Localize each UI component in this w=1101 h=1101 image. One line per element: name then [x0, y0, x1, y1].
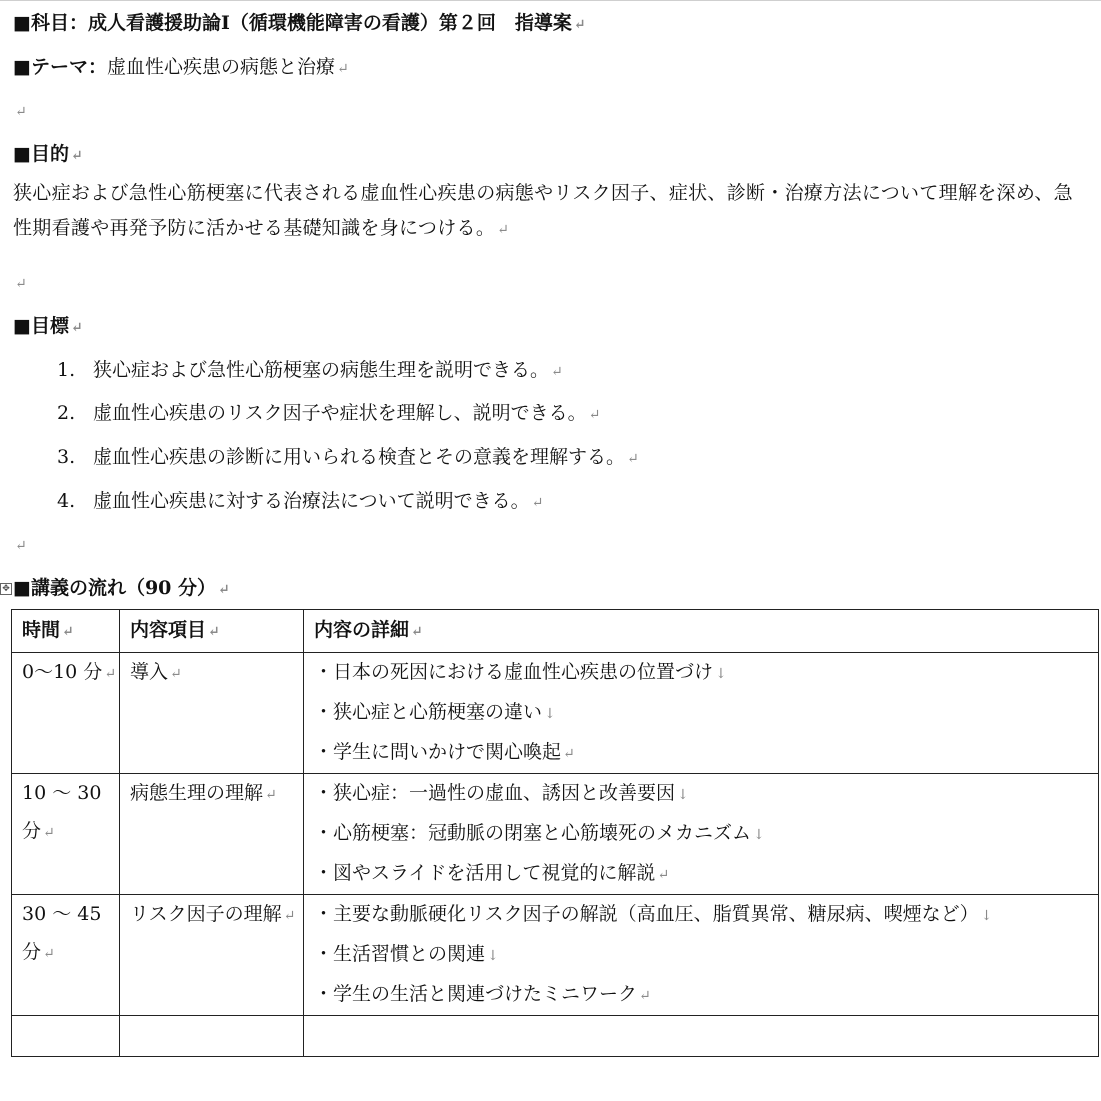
paragraph-mark: ↵ — [336, 61, 349, 77]
cell-time: 0〜10 分 ↵ — [12, 653, 120, 774]
goal-item: 4. 虚血性心疾患に対する治療法について説明できる。 ↵ — [57, 490, 544, 512]
column-header-item: 内容項目 ↵ — [120, 610, 304, 653]
table-row — [12, 653, 1099, 774]
cell-detail: ・主要な動脈硬化リスク因子の解説（高血圧、脂質異常、糖尿病、喫煙など） ↓ ・生活習慣との関連 ↓ ・学生の生活と関連づけたミニワーク ↵ — [304, 895, 1099, 1016]
theme-title-text: 虚血性心疾患の病態と治療 — [106, 56, 335, 78]
table-row — [12, 774, 1099, 895]
paragraph-mark: ↵ — [573, 17, 586, 33]
paragraph-mark: ↵ — [15, 276, 27, 292]
empty-paragraph — [13, 97, 27, 125]
cell-item: 導入 ↵ — [120, 653, 304, 774]
paragraph-mark: ↵ — [70, 148, 83, 164]
lecture-flow-heading: ■講義の流れ（90 分） ↵ — [13, 577, 230, 599]
table-move-handle-icon[interactable]: ✥ — [0, 583, 12, 595]
table-row-partial — [12, 1016, 1099, 1057]
table-row — [12, 895, 1099, 1016]
cell-item: 病態生理の理解 ↵ — [120, 774, 304, 895]
cell-detail: ・日本の死因における虚血性心疾患の位置づけ ↓ ・狭心症と心筋梗塞の違い ↓ ・学生に問いかけで関心喚起 ↵ — [304, 653, 1099, 774]
cell-time: 10 〜 30 分 ↵ — [12, 774, 120, 895]
paragraph-mark: ↵ — [497, 222, 510, 238]
purpose-text: 狭心症および急性心筋梗塞に代表される虚血性心疾患の病態やリスク因子、症状、診断・治療方法について理解を深め、急性期看護や再発予防に活かせる基礎知識を身につける。 ↵ — [13, 182, 1073, 239]
empty-paragraph — [13, 531, 27, 559]
lecture-flow-table — [11, 609, 1099, 1057]
goal-item: 1. 狭心症および急性心筋梗塞の病態生理を説明できる。 ↵ — [57, 359, 563, 381]
paragraph-mark: ↵ — [15, 104, 27, 120]
purpose-heading: ■目的 ↵ — [13, 143, 83, 165]
cell-time: 30 〜 45 分 ↵ — [12, 895, 120, 1016]
paragraph-mark: ↵ — [15, 538, 27, 554]
theme-title: ■テーマ：虚血性心疾患の病態と治療 ↵ — [13, 56, 349, 78]
goal-item: 3. 虚血性心疾患の診断に用いられる検査とその意義を理解する。 ↵ — [57, 446, 639, 468]
subject-title: ■科目：成人看護援助論Ⅰ（循環機能障害の看護）第２回 指導案 ↵ — [13, 12, 586, 34]
paragraph-mark: ↵ — [70, 320, 83, 336]
paragraph-mark: ↵ — [218, 582, 230, 598]
cell-detail: ・狭心症：一過性の虚血、誘因と改善要因 ↓ ・心筋梗塞：冠動脈の閉塞と心筋壊死のメカニズム ↓ ・図やスライドを活用して視覚的に解説 ↵ — [304, 774, 1099, 895]
empty-paragraph — [13, 269, 27, 297]
column-header-time: 時間 ↵ — [12, 610, 120, 653]
goal-item: 2. 虚血性心疾患のリスク因子や症状を理解し、説明できる。 ↵ — [57, 402, 601, 424]
column-header-detail: 内容の詳細 ↵ — [304, 610, 1099, 653]
page-top-edge — [0, 0, 1101, 1]
cell-item: リスク因子の理解 ↵ — [120, 895, 304, 1016]
table-header-row — [12, 610, 1099, 653]
goals-heading: ■目標 ↵ — [13, 315, 83, 337]
